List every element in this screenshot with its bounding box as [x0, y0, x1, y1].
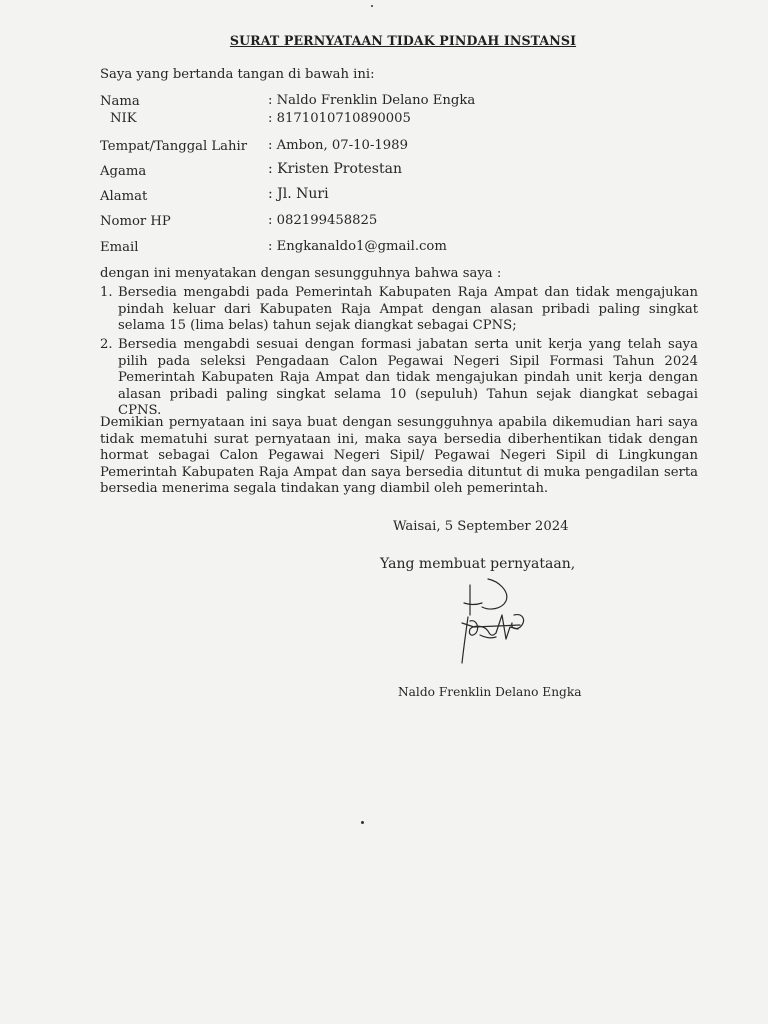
- field-value-nik: : 8171010710890005: [268, 111, 411, 126]
- field-value-email: : Engkanaldo1@gmail.com: [268, 239, 447, 254]
- field-label-ttl: Tempat/Tanggal Lahir: [100, 139, 248, 154]
- scan-speck: [361, 821, 364, 824]
- signature-image: [440, 575, 540, 670]
- closing-text: Demikian pernyataan ini saya buat dengan sesungguhnya apabila dikemudian hari saya tidak mematuhi surat pernyataan ini, maka saya bersedia diberhentikan tidak dengan hormat sebagai Calon Pegawai Negeri Sipil/ Pegawai Negeri Sipil di Lingkungan Pemerintah Kabupaten Raja Ampat dan saya bersedia dituntut di muka pengadilan serta bersedia menerima segala tindakan yang diambil oleh pemerintah.: [100, 415, 698, 496]
- statement-item-2: [118, 337, 698, 420]
- field-label-alamat: Alamat: [100, 189, 148, 204]
- field-value-alamat: : Jl. Nuri: [268, 186, 329, 202]
- item-number: 1.: [100, 285, 113, 300]
- document-title: SURAT PERNYATAAN TIDAK PINDAH INSTANSI: [229, 33, 577, 48]
- statement-intro: dengan ini menyatakan dengan sesungguhnya bahwa saya :: [100, 266, 502, 281]
- field-label-email: Email: [100, 240, 139, 255]
- place-date: Waisai, 5 September 2024: [393, 519, 569, 534]
- field-label-hp: Nomor HP: [100, 214, 171, 229]
- closing-paragraph: [100, 415, 698, 498]
- intro-text: Saya yang bertanda tangan di bawah ini:: [100, 67, 375, 82]
- field-label-nama: Nama: [100, 94, 140, 109]
- scan-speck: [371, 5, 373, 7]
- statement-item-1: [118, 285, 698, 335]
- field-label-agama: Agama: [100, 164, 147, 179]
- field-value-hp: : 082199458825: [268, 213, 378, 228]
- field-value-nama: : Naldo Frenklin Delano Engka: [268, 93, 476, 108]
- item-number: 2.: [100, 337, 113, 352]
- signatory-label: Yang membuat pernyataan,: [380, 556, 576, 572]
- field-value-ttl: : Ambon, 07-10-1989: [268, 138, 408, 153]
- field-label-nik: NIK: [110, 111, 137, 126]
- field-value-agama: : Kristen Protestan: [268, 161, 402, 177]
- statement-item-2-text: Bersedia mengabdi sesuai dengan formasi jabatan serta unit kerja yang telah saya pilih pada seleksi Pengadaan Calon Pegawai Negeri Sipil Formasi Tahun 2024 Pemerintah Kabupaten Raja Ampat dan tidak mengajukan pindah unit kerja dengan alasan pribadi paling singkat selama 10 (sepuluh) Tahun sejak diangkat sebagai CPNS.: [118, 337, 698, 418]
- signatory-name: Naldo Frenklin Delano Engka: [398, 685, 582, 699]
- statement-item-1-text: Bersedia mengabdi pada Pemerintah Kabupaten Raja Ampat dan tidak mengajukan pindah keluar dari Kabupaten Raja Ampat dengan alasan pribadi paling singkat selama 15 (lima belas) tahun sejak diangkat sebagai CPNS;: [118, 285, 698, 333]
